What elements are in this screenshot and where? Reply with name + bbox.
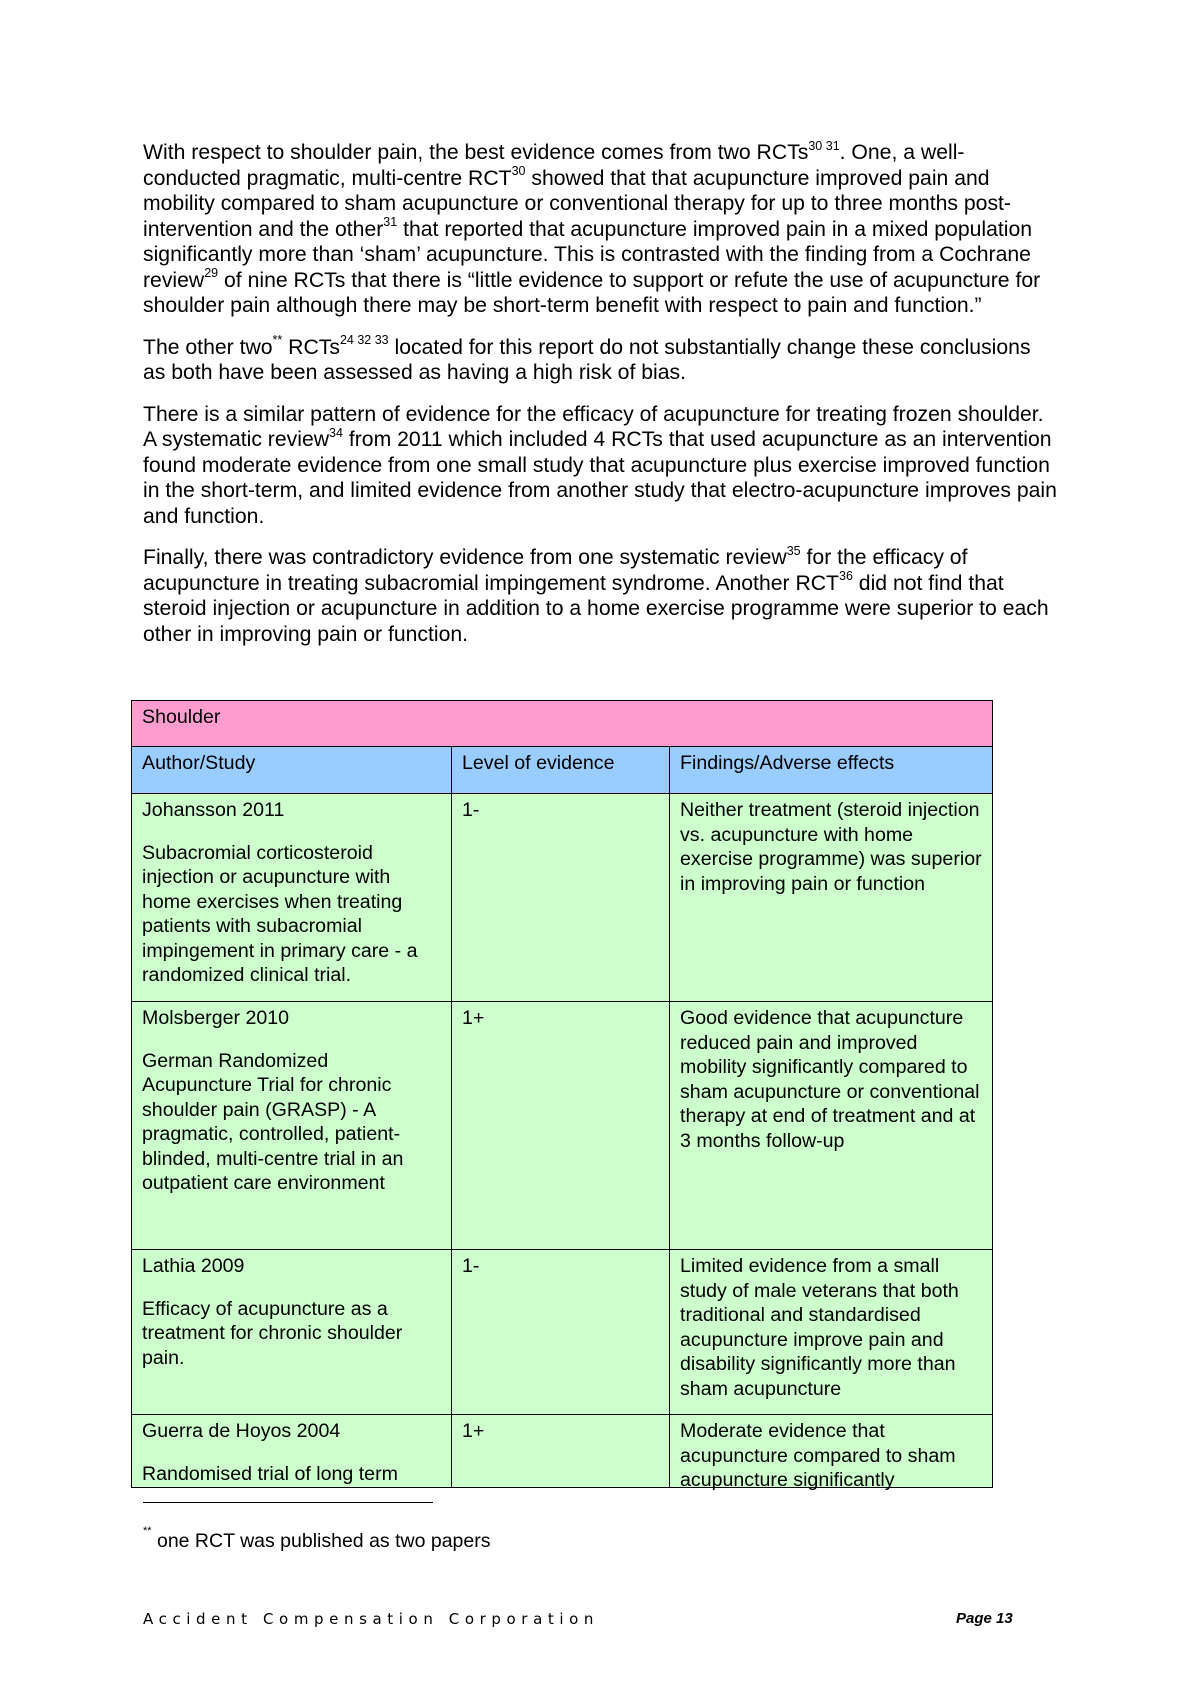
- level-cell: 1+: [452, 1002, 670, 1250]
- level-cell: 1-: [452, 794, 670, 1002]
- findings-cell: [670, 1415, 993, 1491]
- citation-superscript: 36: [839, 569, 853, 584]
- paragraph-text: RCTs: [282, 335, 340, 359]
- paragraph-text: of nine RCTs that there is “little evidence to support or refute the use of acupuncture for shoulder pain although there may be short-term benefit with respect to pain and function.”: [143, 268, 1041, 317]
- citation-superscript: 30: [511, 164, 526, 179]
- paragraph-text: for the efficacy of acupuncture in treating subacromial impingement syndrome. Another RCT: [143, 546, 968, 595]
- study-title: Randomised trial of long term: [142, 1462, 398, 1485]
- author-study-cell: [132, 1250, 452, 1415]
- study-title: German Randomized Acupuncture Trial for chronic shoulder pain (GRASP) - A pragmatic, controlled, patient-blinded, multi-centre trial in an outpatient care environment: [142, 1049, 404, 1194]
- footnote-separator: [143, 1502, 433, 1503]
- evidence-table: [131, 700, 993, 1491]
- paragraph-text: located for this report do not substantially change these conclusions as both have been assessed as having a high risk of bias.: [143, 335, 1031, 384]
- author-study-cell: [132, 1415, 452, 1488]
- findings-value: Moderate evidence that acupuncture compared to sham acupuncture significantly: [680, 1420, 956, 1491]
- header-findings: Findings/Adverse effects: [670, 747, 993, 794]
- paragraph-text: that reported that acupuncture improved pain in a mixed population significantly more than ‘sham’ acupuncture. This is contrasted with the finding from a Cochrane review: [143, 217, 1033, 292]
- footnote: [143, 1524, 491, 1553]
- author-study-cell: [132, 794, 452, 1002]
- study-title: Efficacy of acupuncture as a treatment for chronic shoulder pain.: [142, 1297, 403, 1369]
- study-author: Johansson 2011: [142, 799, 285, 821]
- study-title: Subacromial corticosteroid injection or acupuncture with home exercises when treating patients with subacromial impingement in primary care - a randomized clinical trial.: [142, 841, 418, 986]
- header-level-of-evidence: Level of evidence: [452, 747, 670, 794]
- paragraph-text: With respect to shoulder pain, the best evidence comes from two RCTs: [143, 141, 809, 164]
- table-title-row: [132, 701, 993, 747]
- paragraph-other-rcts: [143, 335, 1058, 386]
- footnote-mark: **: [143, 1524, 152, 1537]
- header-author-study: Author/Study: [132, 747, 452, 794]
- table-row: [132, 1415, 993, 1488]
- paragraph-shoulder-pain: [143, 140, 1058, 319]
- paragraph-text: There is a similar pattern of evidence for the efficacy of acupuncture for treating frozen shoulder. A systematic review: [143, 402, 1044, 451]
- level-value: 1+: [462, 1420, 485, 1442]
- study-author: Molsberger 2010: [142, 1007, 290, 1029]
- table-header-row: [132, 747, 993, 794]
- paragraph-text: Finally, there was contradictory evidence from one systematic review: [143, 546, 787, 569]
- study-author: Guerra de Hoyos 2004: [142, 1420, 341, 1442]
- level-cell: 1-: [452, 1250, 670, 1415]
- citation-superscript: **: [272, 333, 283, 348]
- footer-page-number: Page 13: [956, 1610, 1013, 1627]
- citation-superscript: 34: [329, 425, 343, 440]
- paragraph-subacromial: [143, 545, 1058, 647]
- citation-superscript: 29: [204, 266, 219, 281]
- table-row: [132, 1250, 993, 1415]
- findings-cell: Neither treatment (steroid injection vs. acupuncture with home exercise programme) was superior in improving pain or function: [670, 794, 993, 1002]
- paragraph-text: The other two: [143, 335, 273, 359]
- citation-superscript: 31: [383, 215, 398, 230]
- table-title: Shoulder: [132, 701, 993, 747]
- table-row: [132, 1002, 993, 1250]
- paragraph-text: . One, a well-conducted pragmatic, multi-centre RCT: [143, 141, 965, 190]
- footer-organization: Accident Compensation Corporation: [143, 1610, 600, 1628]
- citation-superscript: 24 32 33: [339, 333, 389, 348]
- footnote-text: one RCT was published as two papers: [151, 1530, 491, 1552]
- findings-cell: Good evidence that acupuncture reduced pain and improved mobility significantly compared to sham acupuncture or conventional therapy at end of treatment and at 3 months follow-up: [670, 1002, 993, 1250]
- paragraph-text: showed that that acupuncture improved pain and mobility compared to sham acupuncture or conventional therapy for up to three months post-intervention and the other: [143, 166, 1011, 241]
- body-text: [143, 140, 1058, 663]
- level-cell: [452, 1415, 670, 1488]
- findings-cell: Limited evidence from a small study of male veterans that both traditional and standardised acupuncture improve pain and disability significantly more than sham acupuncture: [670, 1250, 993, 1415]
- author-study-cell: [132, 1002, 452, 1250]
- citation-superscript: 30 31: [808, 138, 840, 153]
- paragraph-frozen-shoulder: [143, 402, 1058, 530]
- study-author: Lathia 2009: [142, 1255, 245, 1277]
- table-row: [132, 794, 993, 1002]
- citation-superscript: 35: [786, 543, 801, 558]
- paragraph-text: did not find that steroid injection or acupuncture in addition to a home exercise programme were superior to each other in improving pain or function.: [143, 571, 1049, 646]
- paragraph-text: from 2011 which included 4 RCTs that used acupuncture as an intervention found moderate evidence from one small study that acupuncture plus exercise improved function in the short-term, and limited evidence from another study that electro-acupuncture improves pain and function.: [143, 428, 1057, 528]
